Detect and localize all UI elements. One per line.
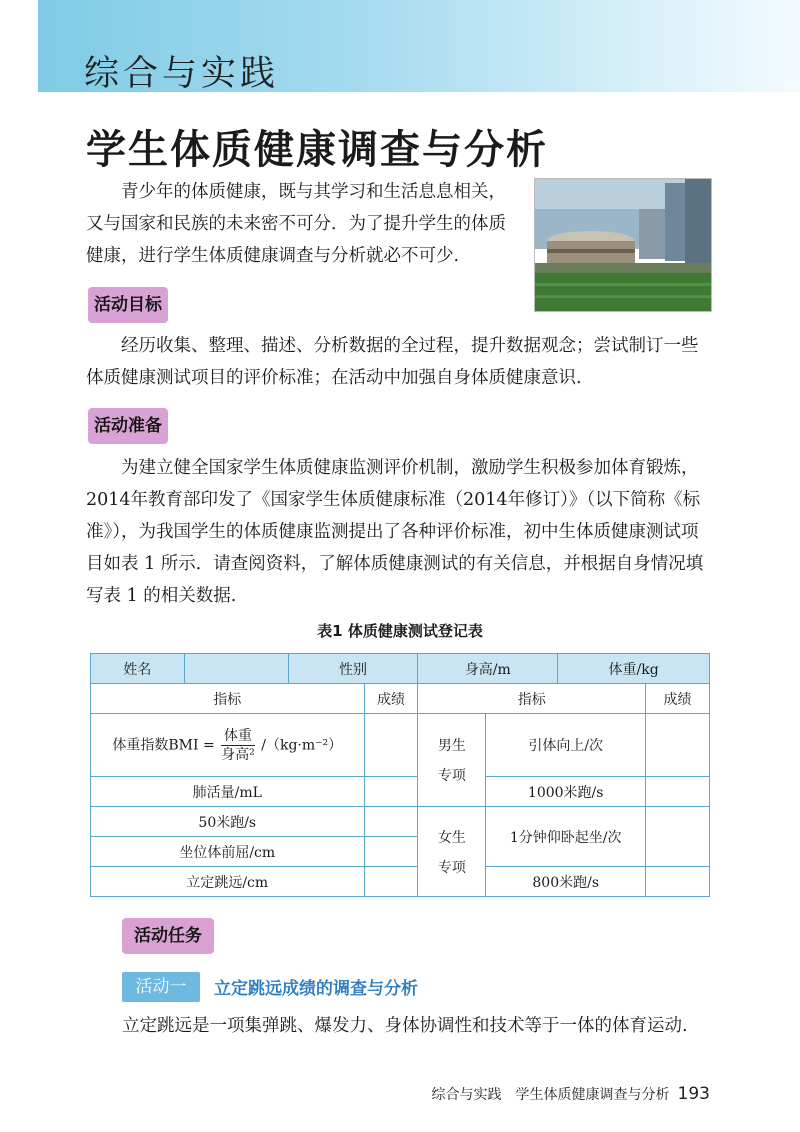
page-number: 193: [677, 1084, 710, 1104]
run800-label: 800米跑/s: [486, 867, 646, 897]
female-label-2: 专项: [437, 859, 466, 876]
prep-paragraph: 为建立健全国家学生体质健康监测评价机制，激励学生积极参加体育锻炼，2014年教育部印发了《国家学生体质健康标准（2014年修订）》（以下简称《标准》），为我国学生的体质健康监测提出了各种评价标准，初中生体质健康测试项目如表 1 所示．请查阅资料，了解体质健康测试的有关信息，并根据自身情况填写表 1 的相关数据.: [86, 458, 704, 606]
bmi-unit: /（kg·m⁻²）: [261, 737, 343, 753]
col-score-right: 成绩: [646, 684, 710, 714]
activity-paragraph: 立定跳远是一项集弹跳、爆发力、身体协调性和技术等于一体的体育运动.: [122, 1016, 688, 1036]
female-label-1: 女生: [437, 829, 466, 846]
registration-table: [90, 653, 710, 897]
bmi-score-cell[interactable]: [364, 714, 418, 777]
table-row: [91, 714, 710, 777]
col-score-left: 成绩: [364, 684, 418, 714]
page-title: 学生体质健康调查与分析: [86, 127, 548, 173]
gender-label: 性别: [288, 654, 418, 684]
run50-score-cell[interactable]: [364, 807, 418, 837]
bmi-fraction: [221, 727, 255, 764]
sit-reach-score-cell[interactable]: [364, 837, 418, 867]
page-footer: [432, 1084, 710, 1104]
prep-tag: 活动准备: [88, 408, 168, 444]
name-label: 姓名: [91, 654, 185, 684]
male-label-1: 男生: [437, 738, 466, 754]
weight-label: 体重/kg: [558, 654, 710, 684]
bmi-cell: [91, 714, 365, 777]
footer-text: 综合与实践 学生体质健康调查与分析: [431, 1087, 670, 1103]
pullup-score-cell[interactable]: [646, 714, 710, 777]
pullup-label: 引体向上/次: [486, 714, 646, 777]
bmi-numerator: 体重: [221, 727, 255, 746]
run800-score-cell[interactable]: [646, 867, 710, 897]
female-label-cell: [418, 807, 486, 897]
table-row: [91, 654, 710, 684]
sit-reach-label: 坐位体前屈/cm: [91, 837, 365, 867]
intro-paragraph: 青少年的体质健康，既与其学习和生活息息相关，又与国家和民族的未来密不可分．为了提升学生的体质健康，进行学生体质健康调查与分析就必不可少.: [86, 182, 506, 266]
name-cell[interactable]: [184, 654, 288, 684]
run1000-score-cell[interactable]: [646, 777, 710, 807]
task-tag: 活动任务: [122, 918, 214, 954]
run1000-label: 1000米跑/s: [486, 777, 646, 807]
activity-title: 立定跳远成绩的调查与分析: [214, 979, 418, 999]
lung-score-cell[interactable]: [364, 777, 418, 807]
situp-label: 1分钟仰卧起坐/次: [486, 807, 646, 867]
col-index-left: 指标: [91, 684, 365, 714]
height-label: 身高/m: [418, 654, 558, 684]
long-jump-label: 立定跳远/cm: [91, 867, 365, 897]
table-row: [91, 807, 710, 837]
table-row: [91, 684, 710, 714]
bmi-prefix: 体重指数BMI =: [112, 737, 215, 753]
bmi-denominator: 身高²: [221, 746, 255, 763]
male-label-2: 专项: [437, 768, 466, 784]
table-row: [91, 867, 710, 897]
goal-tag: 活动目标: [88, 287, 168, 323]
table-caption: 表1 体质健康测试登记表: [317, 622, 483, 640]
goal-paragraph: 经历收集、整理、描述、分析数据的全过程，提升数据观念；尝试制订一些体质健康测试项目的评价标准；在活动中加强自身体质健康意识.: [86, 336, 699, 388]
section-title: 综合与实践: [84, 54, 280, 94]
lung-label: 肺活量/mL: [91, 777, 365, 807]
situp-score-cell[interactable]: [646, 807, 710, 867]
stadium-photo: [534, 178, 712, 312]
table-row: [91, 777, 710, 807]
col-index-right: 指标: [418, 684, 646, 714]
activity-badge: 活动一: [122, 972, 200, 1002]
male-label-cell: [418, 714, 486, 807]
run50-label: 50米跑/s: [91, 807, 365, 837]
long-jump-score-cell[interactable]: [364, 867, 418, 897]
